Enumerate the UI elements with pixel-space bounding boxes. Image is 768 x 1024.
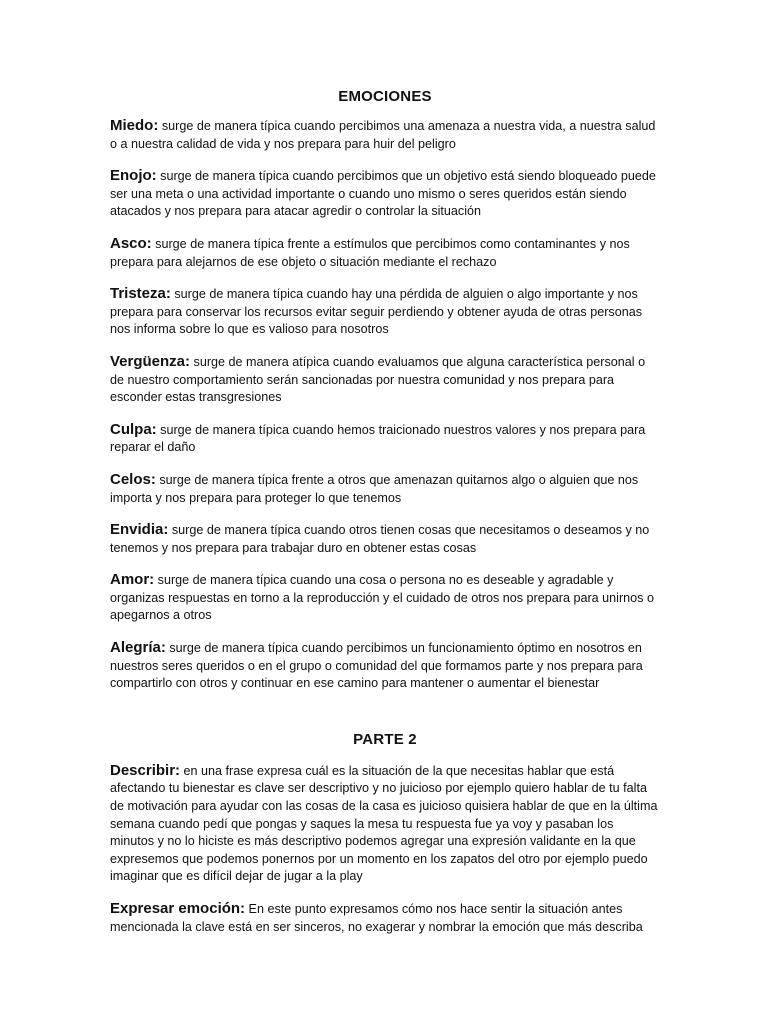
entry-text: surge de manera típica cuando percibimos que un objetivo está siendo bloqueado puede ser una meta o una actividad importante o cuando uno mismo o seres queridos están siendo atacados y nos prepara para atacar agredir o controlar la situación <box>110 169 656 219</box>
entry-text: surge de manera típica cuando hay una pérdida de alguien o algo importante y nos prepara para conservar los recursos evitar seguir perdiendo y obtener ayuda de otras personas nos informa sobre lo que es valioso para nosotros <box>110 287 643 337</box>
entry-alegria <box>110 639 660 693</box>
entry-text: surge de manera típica frente a estímulos que percibimos como contaminantes y nos prepara para alejarnos de ese objeto o situación mediante el rechazo <box>110 236 630 269</box>
entry-text: surge de manera atípica cuando evaluamos que alguna característica personal o de nuestro comportamiento serán sancionadas por nuestra comunidad y nos prepara para esconder estas transgresiones <box>110 354 646 405</box>
entry-text: surge de manera típica cuando percibimos una amenaza a nuestra vida, a nuestra salud o a nuestra calidad de vida y nos prepara para huir del peligro <box>110 119 656 151</box>
page-title: EMOCIONES <box>338 88 432 105</box>
entry-term: Culpa: <box>110 420 157 438</box>
part2-list <box>110 762 660 936</box>
entry-text: surge de manera típica cuando una cosa o persona no es deseable y agradable y organizas respuestas en torno a la reproducción y el cuidado de otros nos prepara para unirnos o apegarnos a otros <box>110 573 654 623</box>
entry-text: en una frase expresa cuál es la situación de la que necesitas hablar que está afectando tu bienestar es clave ser descriptivo y no juicioso por ejemplo quiero hablar de tu falta de motivación para ayudar con las cosas de la casa es juicioso quisiera hablar de que en la última semana cuando pedí que pongas y saques la mesa tu respuesta fue ya voy y pasaban los minutos y no lo hiciste es más descriptivo podemos agregar una expresión validante en la que expresemos que podemos ponernos por un momento en los zapatos del otro por ejemplo puedo imaginar que es difícil dejar de jugar a la play <box>110 763 658 884</box>
entry-term: Alegría: <box>110 639 166 657</box>
section-title-part2: PARTE 2 <box>353 730 417 748</box>
entry-celos <box>110 471 660 507</box>
entry-enojo <box>110 167 660 221</box>
entry-text: surge de manera típica cuando hemos traicionado nuestros valores y nos prepara para reparar el daño <box>110 422 646 455</box>
entry-amor <box>110 571 660 625</box>
entry-text: surge de manera típica cuando percibimos un funcionamiento óptimo en nosotros en nuestros seres queridos o en el grupo o comunidad del que formamos parte y nos prepara para compartirlo con otros y continuar en ese camino para mantener o aumentar el bienestar <box>110 641 643 691</box>
entry-term: Amor: <box>110 571 155 589</box>
entry-term: Expresar emoción: <box>110 900 246 917</box>
entry-term: Celos: <box>110 470 156 488</box>
entry-term: Describir: <box>110 761 181 779</box>
entry-term: Tristeza: <box>110 285 171 303</box>
entry-term: Vergüenza: <box>110 352 191 370</box>
entry-culpa <box>110 421 660 457</box>
emotions-list <box>110 117 660 693</box>
entry-text: surge de manera típica frente a otros que amenazan quitarnos algo o alguien que nos importa y nos prepara para proteger lo que tenemos <box>110 472 639 505</box>
entry-term: Envidia: <box>110 521 169 539</box>
entry-term: Enojo: <box>110 167 157 185</box>
entry-describir <box>110 762 660 886</box>
entry-text: surge de manera típica cuando otros tienen cosas que necesitamos o deseamos y no tenemos y nos prepara para trabajar duro en obtener estas cosas <box>110 523 650 555</box>
entry-term: Asco: <box>110 234 152 252</box>
entry-verguenza <box>110 353 660 407</box>
entry-term: Miedo: <box>110 117 159 134</box>
entry-asco <box>110 235 660 271</box>
entry-envidia <box>110 521 660 557</box>
entry-tristeza <box>110 285 660 339</box>
entry-expresar-emocion <box>110 900 660 936</box>
entry-miedo <box>110 117 660 153</box>
entry-text: En este punto expresamos cómo nos hace sentir la situación antes mencionada la clave está en ser sinceros, no exagerar y nombrar la emoción que más describa <box>110 902 643 934</box>
